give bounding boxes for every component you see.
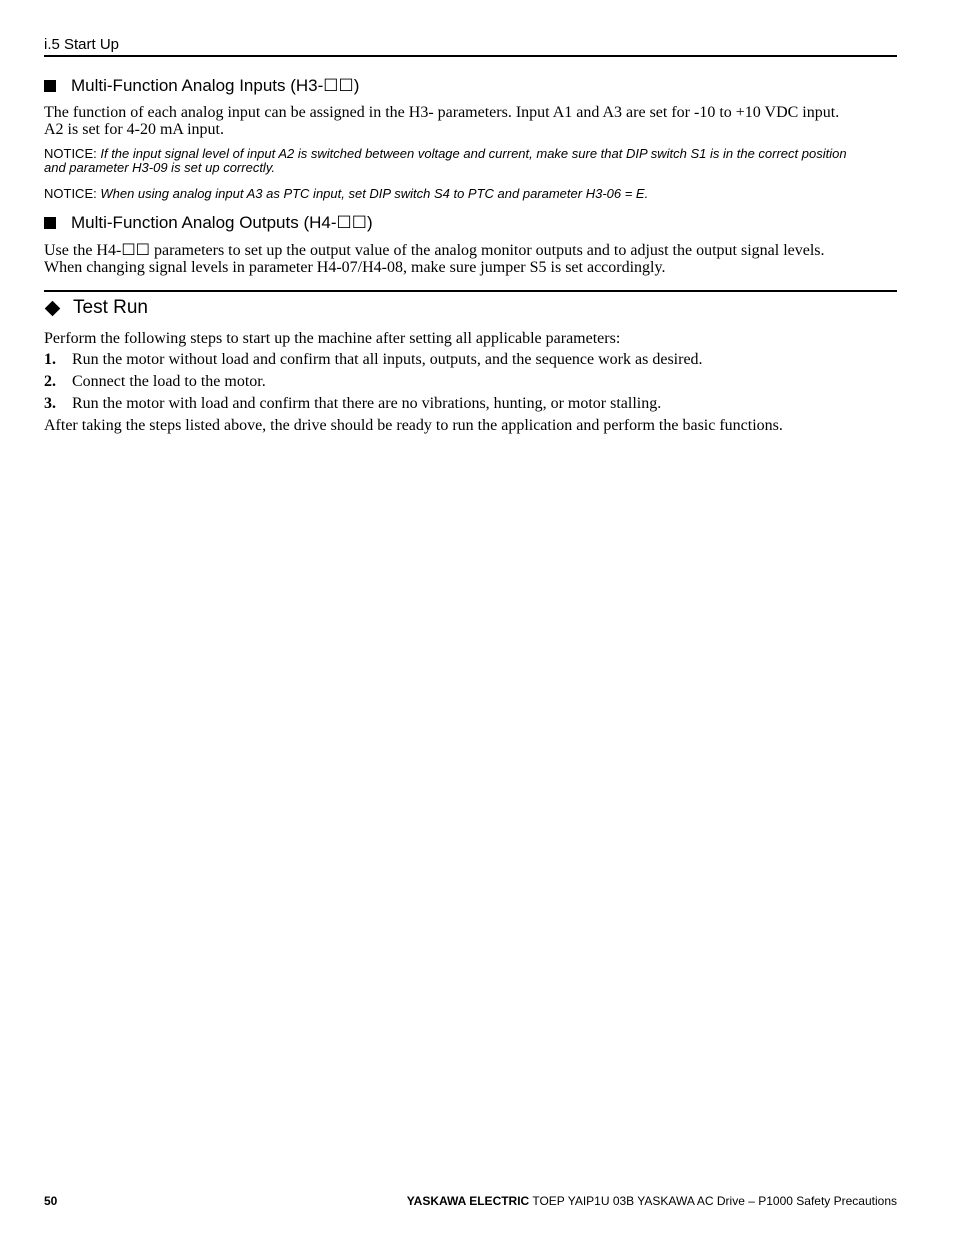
analog-outputs-heading-boxes: ☐☐ (336, 213, 367, 233)
analog-inputs-heading (44, 75, 359, 97)
step-text: Run the motor with load and confirm that there are no vibrations, hunting, or motor stalling. (72, 395, 662, 412)
analog-outputs-heading (44, 212, 373, 234)
notice-a3-text: When using analog input A3 as PTC input, set DIP switch S4 to PTC and parameter H3-06 = E. (100, 186, 649, 201)
list-item (44, 395, 897, 413)
step-text: Connect the load to the motor. (72, 373, 266, 390)
analog-outputs-heading-prefix: Multi-Function Analog Outputs (H4- (71, 213, 337, 232)
step-number: 3. (44, 395, 56, 412)
analog-inputs-heading-prefix: Multi-Function Analog Inputs (H3- (71, 76, 324, 95)
notice-a2-line1: If the input signal level of input A2 is switched between voltage and current, make sure that DIP switch S1 is in the correct position (100, 146, 847, 161)
analog-inputs-para-line2: A2 is set for 4-20 mA input. (44, 121, 224, 138)
analog-outputs-para-suffix: parameters to set up the output value of the analog monitor outputs and to adjust the output signal levels. (150, 242, 825, 259)
notice-a2 (44, 147, 897, 175)
test-run-title: Test Run (73, 297, 148, 318)
step-number: 2. (44, 373, 56, 390)
step-number: 1. (44, 351, 56, 368)
analog-outputs-paragraph (44, 241, 897, 276)
analog-inputs-heading-boxes: ☐☐ (323, 76, 354, 96)
running-header (44, 35, 897, 57)
page-number: 50 (44, 1194, 58, 1208)
test-run-heading (44, 296, 148, 320)
notice-a3 (44, 187, 897, 201)
analog-outputs-para-line2: When changing signal levels in parameter H4-07/H4-08, make sure jumper S5 is set accordingly. (44, 259, 666, 276)
footer-doc-info (407, 1193, 897, 1209)
section-divider (44, 290, 897, 292)
analog-outputs-heading-suffix: ) (367, 213, 373, 232)
square-bullet-icon (44, 217, 56, 229)
list-item (44, 351, 897, 369)
header-rule (44, 55, 897, 57)
test-run-intro: Perform the following steps to start up the machine after setting all applicable parameters: (44, 330, 621, 347)
list-item (44, 373, 897, 391)
notice-label: NOTICE: (44, 186, 97, 201)
footer-brand: YASKAWA ELECTRIC (406, 1194, 530, 1208)
section-title: i.5 Start Up (44, 36, 120, 53)
footer-doc: TOEP YAIP1U 03B YASKAWA AC Drive – P1000 Safety Precautions (529, 1194, 897, 1208)
step-text: Run the motor without load and confirm that all inputs, outputs, and the sequence work as desired. (72, 351, 703, 368)
analog-outputs-para-prefix: Use the H4- (44, 242, 122, 259)
analog-outputs-para-boxes: ☐☐ (121, 240, 150, 259)
analog-inputs-paragraph (44, 104, 897, 138)
analog-inputs-para-line1: The function of each analog input can be assigned in the H3- parameters. Input A1 and A3 are set for -10 to +10 VDC input. (44, 104, 840, 121)
square-bullet-icon (44, 80, 56, 92)
diamond-bullet-icon (45, 300, 61, 316)
notice-label: NOTICE: (44, 146, 97, 161)
test-run-closing: After taking the steps listed above, the drive should be ready to run the application and perform the basic functions. (44, 417, 783, 434)
analog-inputs-heading-suffix: ) (353, 76, 360, 95)
document-page (44, 0, 897, 1235)
notice-a2-line2: and parameter H3-09 is set up correctly. (44, 160, 275, 175)
